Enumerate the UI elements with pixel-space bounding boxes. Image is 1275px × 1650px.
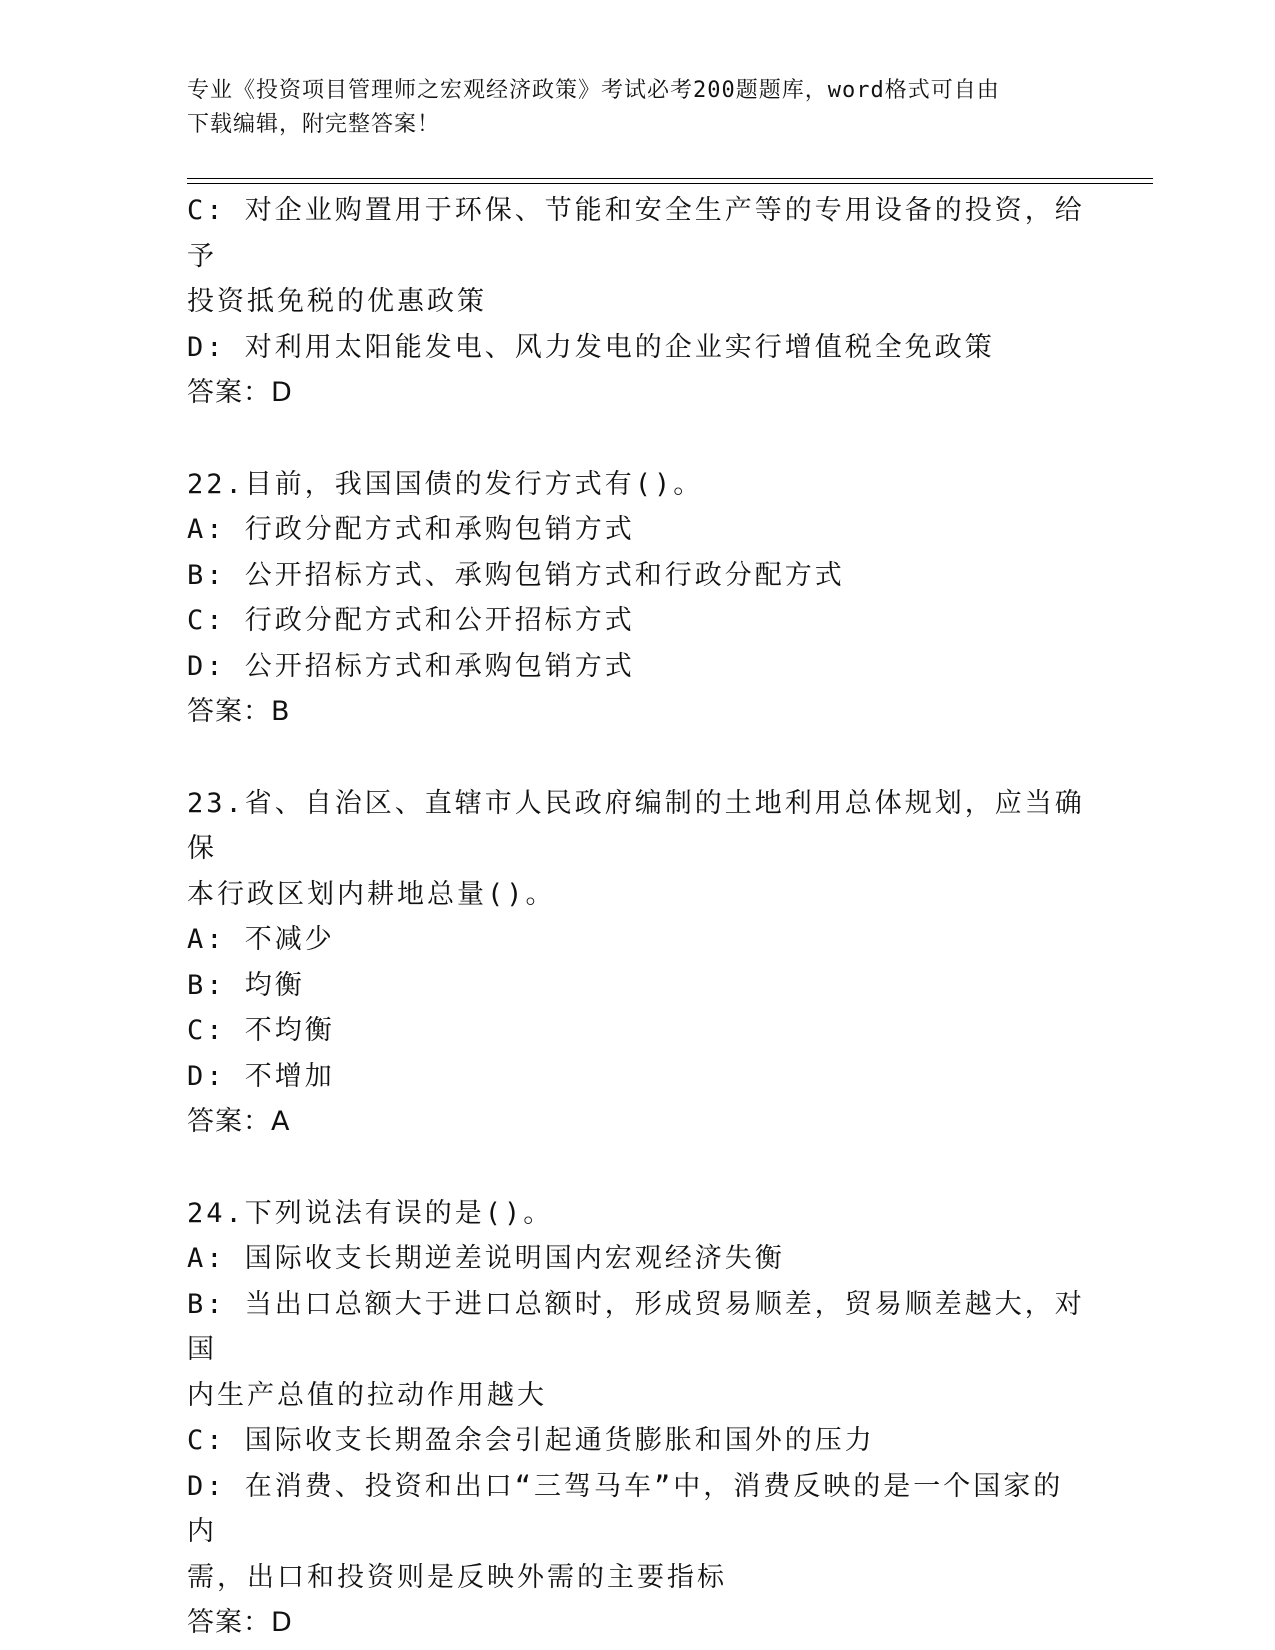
spacer <box>187 416 1087 462</box>
question-21-continued <box>187 188 1087 416</box>
question-stem: 24.下列说法有误的是()。 <box>187 1197 554 1229</box>
question-24 <box>187 1191 1087 1646</box>
option-d: D: 对利用太阳能发电、风力发电的企业实行增值税全免政策 <box>187 331 995 363</box>
header-divider-top <box>187 178 1153 179</box>
option-c: C: 国际收支长期盈余会引起通货膨胀和国外的压力 <box>187 1425 875 1456</box>
option-a: A: 行政分配方式和承购包销方式 <box>187 514 635 545</box>
question-stem-line-1: 23.省、自治区、直辖市人民政府编制的土地利用总体规划，应当确保 <box>187 787 1085 864</box>
option-d: D: 公开招标方式和承购包销方式 <box>187 650 635 682</box>
option-c: C: 不均衡 <box>187 1015 335 1046</box>
question-stem: 22.目前，我国国债的发行方式有()。 <box>187 468 704 500</box>
header-line-1: 专业《投资项目管理师之宏观经济政策》考试必考200题题库，word格式可自由 <box>187 78 1000 103</box>
option-b: B: 均衡 <box>187 969 305 1001</box>
option-a: A: 国际收支长期逆差说明国内宏观经济失衡 <box>187 1243 785 1274</box>
spacer <box>187 735 1087 781</box>
option-d-line-2: 需，出口和投资则是反映外需的主要指标 <box>187 1561 727 1593</box>
document-header <box>187 74 1067 142</box>
question-23 <box>187 781 1087 1145</box>
option-b-line-2: 内生产总值的拉动作用越大 <box>187 1379 547 1411</box>
option-d: D: 不增加 <box>187 1060 335 1092</box>
header-line-2: 下载编辑，附完整答案！ <box>187 112 441 137</box>
question-22 <box>187 462 1087 735</box>
header-divider-bottom <box>187 183 1153 184</box>
answer: 答案：D <box>187 377 293 408</box>
question-stem-line-2: 本行政区划内耕地总量()。 <box>187 878 556 910</box>
option-a: A: 不减少 <box>187 924 335 955</box>
option-b: B: 公开招标方式、承购包销方式和行政分配方式 <box>187 559 845 591</box>
option-c-line-2: 投资抵免税的优惠政策 <box>187 286 487 317</box>
answer: 答案：A <box>187 1106 291 1137</box>
option-c-line-1: C: 对企业购置用于环保、节能和安全生产等的专用设备的投资，给予 <box>187 195 1085 272</box>
option-d-line-1: D: 在消费、投资和出口“三驾马车”中，消费反映的是一个国家的内 <box>187 1470 1064 1547</box>
spacer <box>187 1145 1087 1191</box>
answer: 答案：D <box>187 1607 293 1638</box>
option-c: C: 行政分配方式和公开招标方式 <box>187 605 635 636</box>
question-list <box>187 188 1087 1646</box>
answer: 答案：B <box>187 696 291 727</box>
option-b-line-1: B: 当出口总额大于进口总额时，形成贸易顺差，贸易顺差越大，对国 <box>187 1288 1085 1365</box>
